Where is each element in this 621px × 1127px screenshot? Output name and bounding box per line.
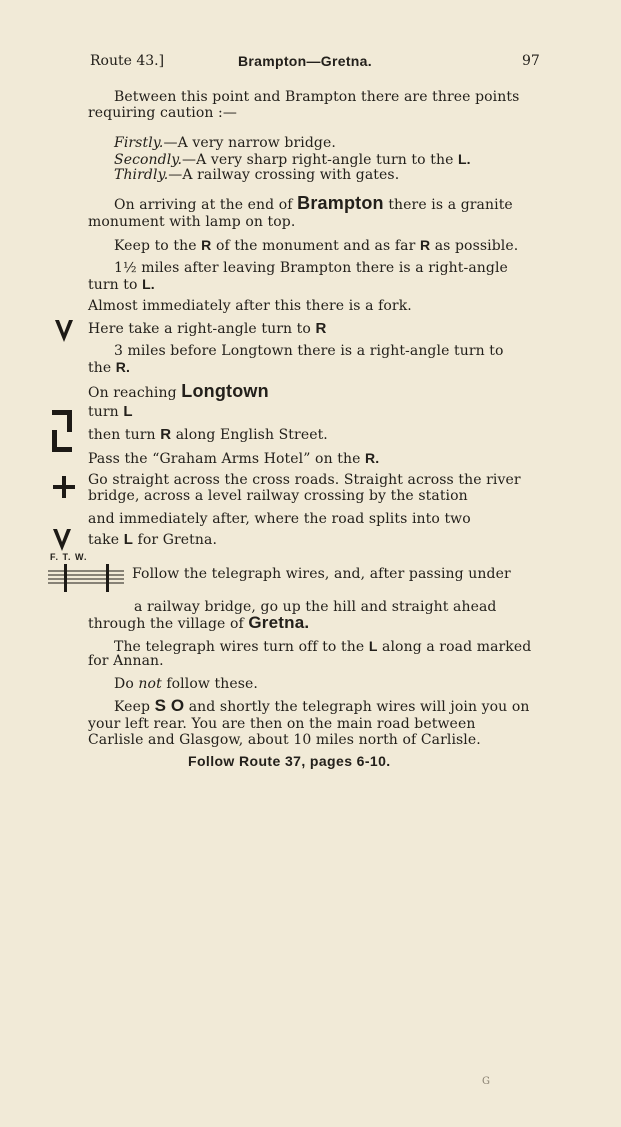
text-line: Keep to the R of the monument and as far R as possible. [114,237,519,254]
text-line: 1½ miles after leaving Brampton there is a right-angle [114,260,508,276]
text-line: for Annan. [88,653,164,669]
text-line: Do not follow these. [114,676,258,692]
follow-route-footer: Follow Route 37, pages 6-10. [188,753,391,769]
text-line: turn L [88,403,133,420]
place-gretna: Gretna. [248,613,310,632]
text-line: On reaching Longtown [88,381,269,401]
text-line: bridge, across a level railway crossing by the station [88,488,468,504]
caution-second: Secondly.—A very sharp right-angle turn to the L. [114,151,471,168]
text-line: On arriving at the end of Brampton there is a granite [114,193,513,213]
text-line: a railway bridge, go up the hill and straight ahead [134,599,497,615]
telegraph-wires-symbol-icon [48,563,126,593]
caution-first: Firstly.—A very narrow bridge. [114,135,336,151]
text-line: Almost immediately after this there is a fork. [88,298,412,314]
text-line: through the village of Gretna. [88,613,310,632]
text-line: The telegraph wires turn off to the L along a road marked [114,638,532,655]
text-line: Pass the “Graham Arms Hotel” on the R. [88,450,380,467]
crossroads-symbol-icon [52,475,76,499]
text-line: your left rear. You are then on the main road between [88,716,476,732]
place-brampton: Brampton [297,193,384,213]
page-title: Brampton—Gretna. [238,53,372,69]
caution-third: Thirdly.—A railway crossing with gates. [114,167,400,183]
text-line: and immediately after, where the road splits into two [88,511,471,527]
text-line: then turn R along English Street. [88,426,328,443]
text-line: Here take a right-angle turn to R [88,320,327,337]
text-line: Go straight across the cross roads. Straight across the river [88,472,521,488]
text-line: Follow the telegraph wires, and, after passing under [132,566,511,582]
text-line: Keep S O and shortly the telegraph wires will join you on [114,696,530,715]
text-line: Between this point and Brampton there are three points [114,89,520,105]
page-number: 97 [522,53,540,69]
text-line: turn to L. [88,276,155,293]
place-longtown: Longtown [181,381,269,401]
text-line: take L for Gretna. [88,531,218,548]
text-line: 3 miles before Longtown there is a right-angle turn to [114,343,504,359]
route-number: Route 43.] [90,53,165,69]
turn-left-symbol-icon [50,408,76,432]
text-line: Carlisle and Glasgow, about 10 miles north of Carlisle. [88,732,481,748]
text-line: the R. [88,359,130,376]
ftw-label: F. T. W. [50,552,88,562]
fork-symbol-icon [54,318,74,344]
road-split-symbol-icon [52,527,72,553]
signature-mark: G [482,1076,491,1087]
turn-right-symbol-icon [50,430,76,454]
text-line: monument with lamp on top. [88,214,296,230]
text-line: requiring caution :— [88,105,237,121]
